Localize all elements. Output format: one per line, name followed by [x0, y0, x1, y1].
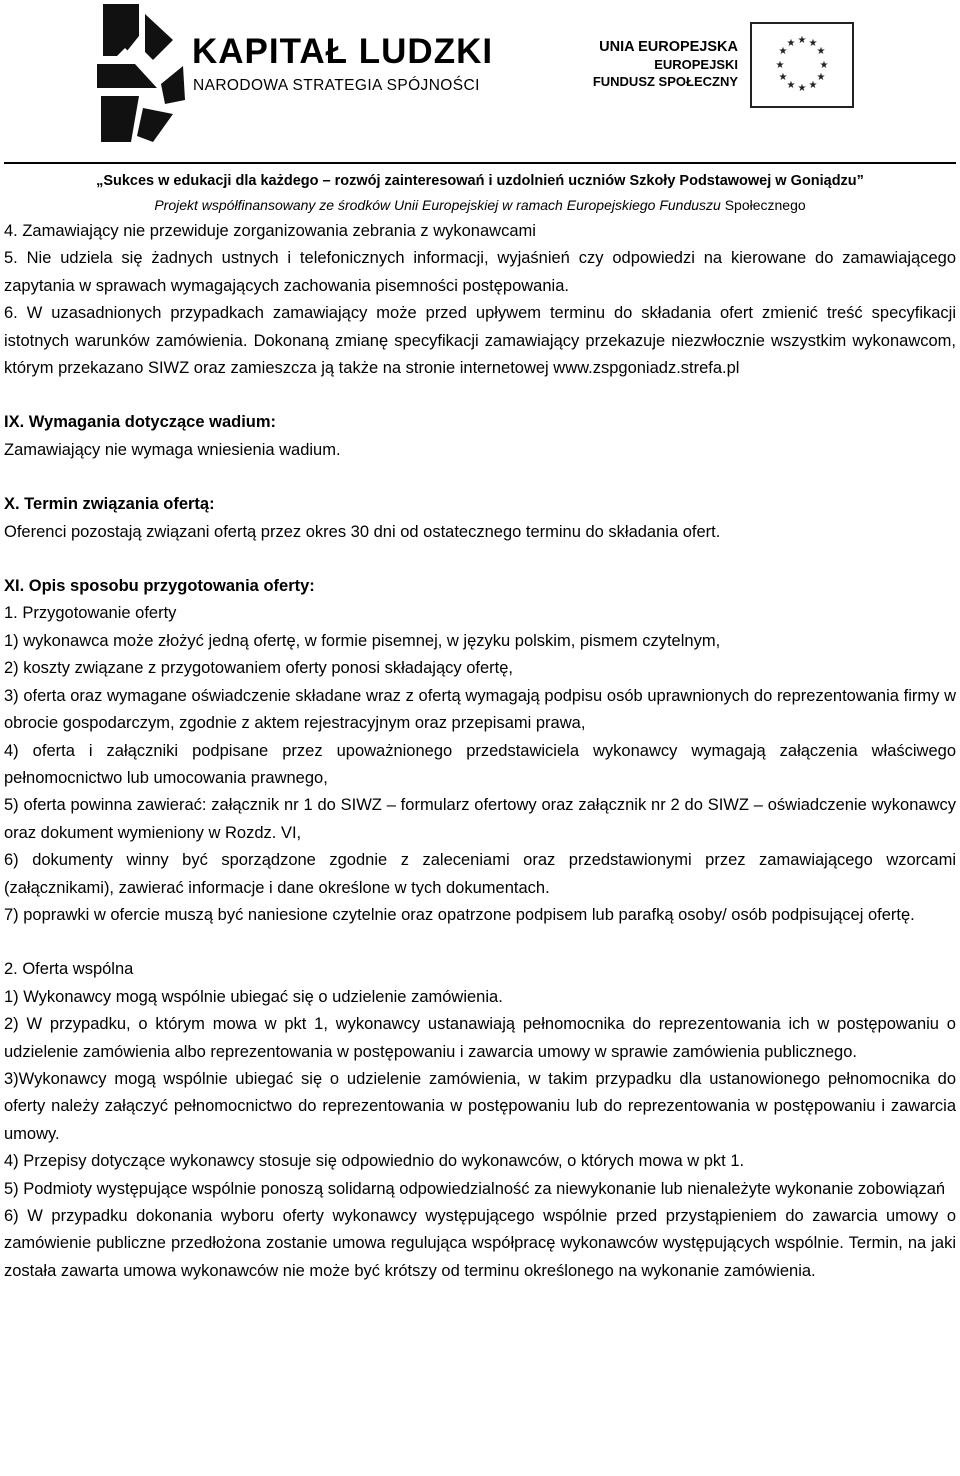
eu-text-block — [578, 38, 738, 90]
document-body — [4, 218, 956, 1285]
subsection-1-item-6: 6) dokumenty winny być sporządzone zgodnie z zaleceniami oraz przedstawionymi przez zamawiającego wzorcami (załącznikami), zawierać informacje i dane określone w tych dokumentach. — [4, 851, 956, 897]
subsection-1-item-1: 1) wykonawca może złożyć jedną ofertę, w formie pisemnej, w języku polskim, pismem czytelnym, — [4, 631, 721, 650]
paragraph-4: 4. Zamawiający nie przewiduje zorganizowania zebrania z wykonawcami — [4, 222, 536, 240]
svg-text:★: ★ — [778, 72, 788, 83]
subsection-1-item-7: 7) poprawki w ofercie muszą być naniesione czytelnie oraz opatrzone podpisem lub parafką osoby/ osób podpisującej ofertę. — [4, 905, 915, 924]
svg-text:★: ★ — [808, 38, 818, 49]
svg-text:★: ★ — [786, 38, 796, 49]
eu-flag-icon — [750, 22, 854, 108]
subsection-1-item-3: 3) oferta oraz wymagane oświadczenie składane wraz z ofertą wymagają podpisu osób uprawnionych do reprezentowania firmy w obrocie gospodarczym, zgodnie z aktem rejestracyjnym oraz przepisami prawa, — [4, 686, 956, 733]
subsection-2-item-5: 5) Podmioty występujące wspólnie ponoszą solidarną odpowiedzialność za niewykonanie lub nienależyte wykonanie zobowiązań — [4, 1179, 946, 1198]
svg-text:★: ★ — [797, 35, 807, 46]
svg-text:★: ★ — [816, 72, 826, 83]
svg-text:★: ★ — [816, 46, 826, 57]
spacer — [4, 546, 956, 573]
kapital-ludzki-title: KAPITAŁ LUDZKI — [192, 32, 494, 71]
page-header — [0, 0, 960, 218]
subsection-1-item-5: 5) oferta powinna zawierać: załącznik nr 1 do SIWZ – formularz ofertowy oraz załącznik nr 2 do SIWZ – oświadczenie wykonawcy oraz dokument wymieniony w Rozdz. VI, — [4, 796, 956, 842]
subsection-1-title: 1. Przygotowanie oferty — [4, 604, 177, 623]
subsection-2-item-1: 1) Wykonawcy mogą wspólnie ubiegać się o udzielenie zamówienia. — [4, 987, 503, 1006]
project-funding-italic: Projekt współfinansowany ze środków Unii Europejskiej w ramach Europejskiego Funduszu — [154, 197, 721, 213]
project-title: „Sukces w edukacji dla każdego – rozwój zainteresowań i uzdolnień uczniów Szkoły Podstawowej w Goniądzu” — [96, 173, 864, 189]
eu-line-3: FUNDUSZ SPOŁECZNY — [592, 74, 738, 89]
eu-line-1: UNIA EUROPEJSKA — [599, 39, 738, 55]
subsection-2-item-2: 2) W przypadku, o którym mowa w pkt 1, wykonawcy ustanawiają pełnomocnika do reprezentowania ich w postępowaniu o udzielenie zamówienia albo reprezentowania w postępowaniu i zawarcia umowy w sprawie zamówienia publicznego. — [4, 1015, 956, 1061]
svg-text:★: ★ — [808, 80, 818, 91]
subsection-1-item-2: 2) koszty związane z przygotowaniem oferty ponosi składający ofertę, — [4, 659, 513, 678]
svg-text:★: ★ — [778, 46, 788, 57]
project-funding-tail: Społecznego — [724, 197, 806, 213]
project-funding-line — [0, 196, 960, 214]
kapital-ludzki-logo-icon — [95, 4, 187, 144]
section-10-heading: X. Termin związania ofertą: — [4, 495, 215, 514]
eu-line-2: EUROPEJSKI — [654, 57, 738, 72]
subsection-1-item-4: 4) oferta i załączniki podpisane przez upoważnionego przedstawiciela wykonawcy wymagają załączenia właściwego pełnomocnictwo lub umocowania prawnego, — [4, 741, 956, 787]
svg-text:★: ★ — [775, 60, 785, 71]
section-10-text: Oferenci pozostają związani ofertą przez okres 30 dni od ostatecznego terminu do składania ofert. — [4, 522, 721, 541]
subsection-2-item-4: 4) Przepisy dotyczące wykonawcy stosuje się odpowiednio do wykonawców, o których mowa w pkt 1. — [4, 1152, 745, 1171]
header-divider — [4, 162, 956, 164]
spacer — [4, 464, 956, 491]
svg-text:★: ★ — [786, 80, 796, 91]
svg-text:★: ★ — [797, 83, 807, 94]
spacer — [4, 929, 956, 956]
section-9-heading: IX. Wymagania dotyczące wadium: — [4, 413, 277, 432]
section-9-text: Zamawiający nie wymaga wniesienia wadium. — [4, 440, 341, 459]
subsection-2-item-3: 3)Wykonawcy mogą wspólnie ubiegać się o udzielenie zamówienia, w takim przypadku dla ustanowionego pełnomocnika do oferty należy załączyć pełnomocnictwo do reprezentowania w postępowaniu lub do reprezentowania w postępowaniu i zawarcia umowy. — [4, 1069, 956, 1143]
spacer — [4, 382, 956, 409]
kapital-ludzki-subtitle: NARODOWA STRATEGIA SPÓJNOŚCI — [193, 77, 480, 94]
paragraph-5: 5. Nie udziela się żadnych ustnych i telefonicznych informacji, wyjaśnień czy odpowiedzi na kierowane do zamawiającego zapytania w sprawach wymagających zachowania pisemności postępowania. — [4, 249, 956, 295]
paragraph-6: 6. W uzasadnionych przypadkach zamawiający może przed upływem terminu do składania ofert zmienić treść specyfikacji istotnych warunków zamówienia. Dokonaną zmianę specyfikacji zamawiający przekazuje niezwłocznie wszystkim wykonawcom, którym przekazano SIWZ oraz zamieszcza ją także na stronie internetowej www.zspgoniadz.strefa.pl — [4, 304, 956, 378]
svg-text:★: ★ — [819, 60, 829, 71]
subsection-2-title: 2. Oferta wspólna — [4, 960, 134, 979]
subsection-2-item-6: 6) W przypadku dokonania wyboru oferty wykonawcy występującego wspólnie przed przystąpieniem do zawarcia umowy o zamówienie publiczne przedłożona zostanie umowa regulująca współpracę wykonawców występujących wspólnie. Termin, na jaki została zawarta umowa wykonawców nie może być krótszy od terminu określonego na wykonanie zamówienia. — [4, 1207, 956, 1280]
section-11-heading: XI. Opis sposobu przygotowania oferty: — [4, 577, 315, 596]
